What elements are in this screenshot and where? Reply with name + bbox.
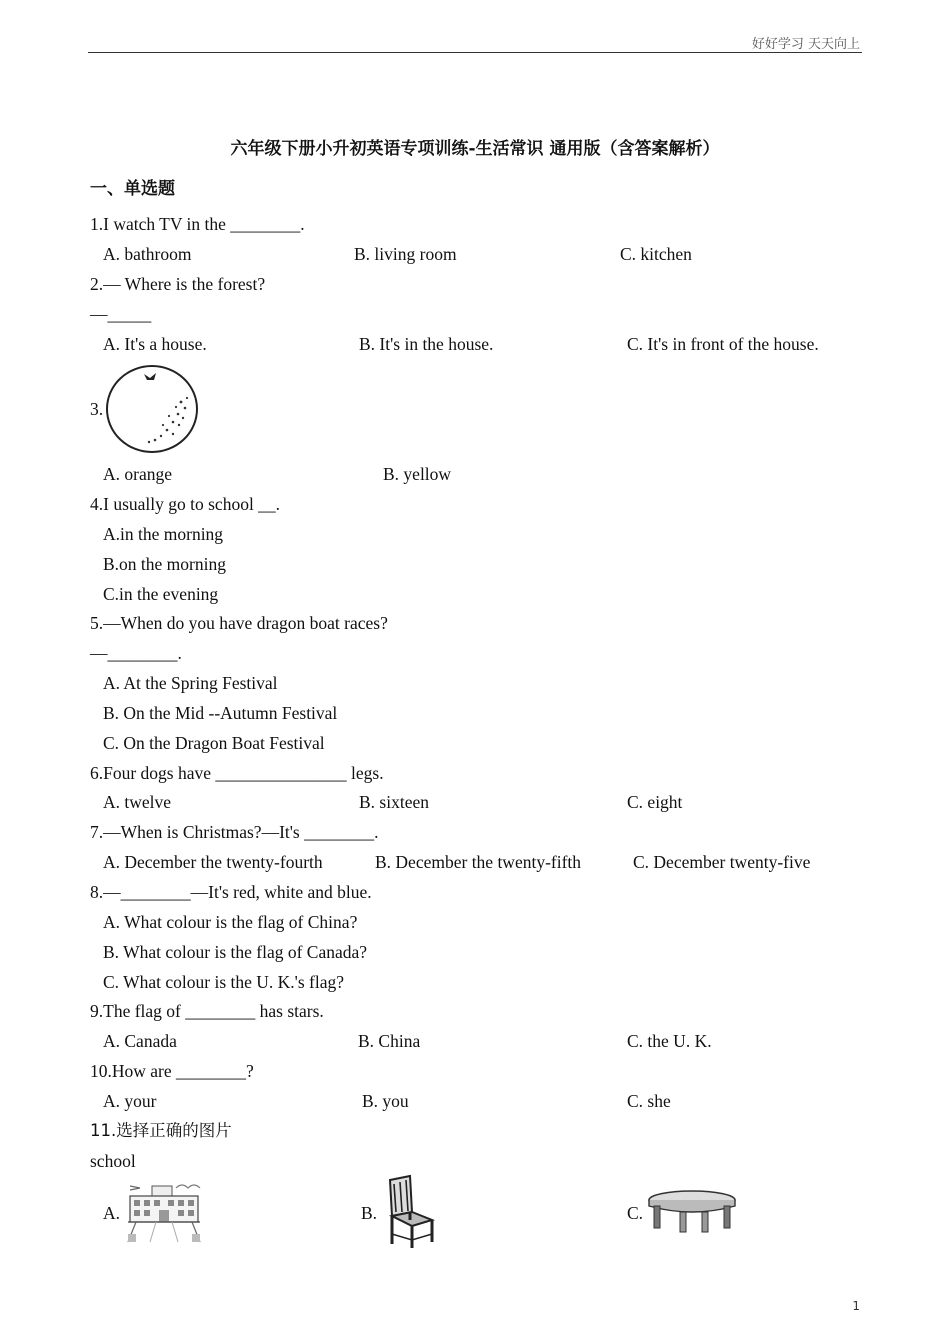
q5-option-c[interactable]: C. On the Dragon Boat Festival bbox=[103, 733, 325, 753]
q1-option-c[interactable]: C. kitchen bbox=[620, 244, 692, 264]
q10-option-a[interactable]: A. your bbox=[103, 1091, 157, 1111]
q7-option-b[interactable]: B. December the twenty-fifth bbox=[375, 852, 582, 872]
q10-stem: 10.How are ________? bbox=[90, 1061, 254, 1081]
q9-option-b[interactable]: B. China bbox=[358, 1031, 421, 1051]
q5-option-a[interactable]: A. At the Spring Festival bbox=[103, 673, 278, 693]
orange-icon bbox=[103, 362, 201, 454]
q8-option-a[interactable]: A. What colour is the flag of China? bbox=[103, 912, 358, 932]
q8-option-b[interactable]: B. What colour is the flag of Canada? bbox=[103, 942, 368, 962]
q2-stem: 2.— Where is the forest? bbox=[90, 274, 266, 294]
q8-option-c[interactable]: C. What colour is the U. K.'s flag? bbox=[103, 972, 344, 992]
q5-stem: 5.—When do you have dragon boat races? bbox=[90, 613, 388, 633]
q4-option-b[interactable]: B.on the morning bbox=[103, 554, 226, 574]
q7-option-c[interactable]: C. December twenty-five bbox=[633, 852, 811, 872]
q1-option-b[interactable]: B. living room bbox=[354, 244, 457, 264]
q2-reply: —_____ bbox=[90, 304, 152, 324]
q6-option-b[interactable]: B. sixteen bbox=[359, 792, 429, 812]
q6-option-a[interactable]: A. twelve bbox=[103, 792, 172, 812]
q4-option-a[interactable]: A.in the morning bbox=[103, 524, 224, 544]
q1-option-a[interactable]: A. bathroom bbox=[103, 244, 192, 264]
q2-option-a[interactable]: A. It's a house. bbox=[103, 334, 207, 354]
header-rule bbox=[88, 52, 862, 53]
q6-option-c[interactable]: C. eight bbox=[627, 792, 683, 812]
q2-option-b[interactable]: B. It's in the house. bbox=[359, 334, 494, 354]
q9-option-a[interactable]: A. Canada bbox=[103, 1031, 177, 1051]
q11-option-b[interactable]: B. bbox=[361, 1203, 378, 1223]
chair-icon[interactable] bbox=[380, 1174, 440, 1250]
school-building-icon[interactable] bbox=[126, 1178, 202, 1246]
q8-stem: 8.—________—It's red, white and blue. bbox=[90, 882, 372, 902]
q9-stem: 9.The flag of ________ has stars. bbox=[90, 1001, 324, 1021]
q5-reply: —________. bbox=[90, 643, 182, 663]
q5-option-b[interactable]: B. On the Mid --Autumn Festival bbox=[103, 703, 338, 723]
q11-word: school bbox=[90, 1151, 136, 1171]
q10-option-b[interactable]: B. you bbox=[362, 1091, 409, 1111]
q6-stem: 6.Four dogs have _______________ legs. bbox=[90, 763, 384, 783]
q7-option-a[interactable]: A. December the twenty-fourth bbox=[103, 852, 323, 872]
q3-option-b[interactable]: B. yellow bbox=[383, 464, 452, 484]
q10-option-c[interactable]: C. she bbox=[627, 1091, 671, 1111]
table-icon[interactable] bbox=[646, 1188, 738, 1234]
header-text: 好好学习 天天向上 bbox=[751, 37, 860, 52]
section-heading: 一、单选题 bbox=[90, 179, 175, 199]
q3-option-a[interactable]: A. orange bbox=[103, 464, 173, 484]
q11-option-a[interactable]: A. bbox=[103, 1203, 121, 1223]
q2-option-c[interactable]: C. It's in front of the house. bbox=[627, 334, 819, 354]
q9-option-c[interactable]: C. the U. K. bbox=[627, 1031, 712, 1051]
q11-option-c[interactable]: C. bbox=[627, 1203, 644, 1223]
page-title: 六年级下册小升初英语专项训练-生活常识 通用版（含答案解析） bbox=[230, 139, 720, 159]
page-number: 1 bbox=[852, 1299, 860, 1313]
q4-stem: 4.I usually go to school __. bbox=[90, 494, 281, 514]
q1-stem: 1.I watch TV in the ________. bbox=[90, 214, 305, 234]
q3-stem: 3. bbox=[90, 399, 104, 419]
q4-option-c[interactable]: C.in the evening bbox=[103, 584, 219, 604]
q7-stem: 7.—When is Christmas?—It's ________. bbox=[90, 822, 379, 842]
q11-stem: 11.选择正确的图片 bbox=[90, 1121, 232, 1140]
